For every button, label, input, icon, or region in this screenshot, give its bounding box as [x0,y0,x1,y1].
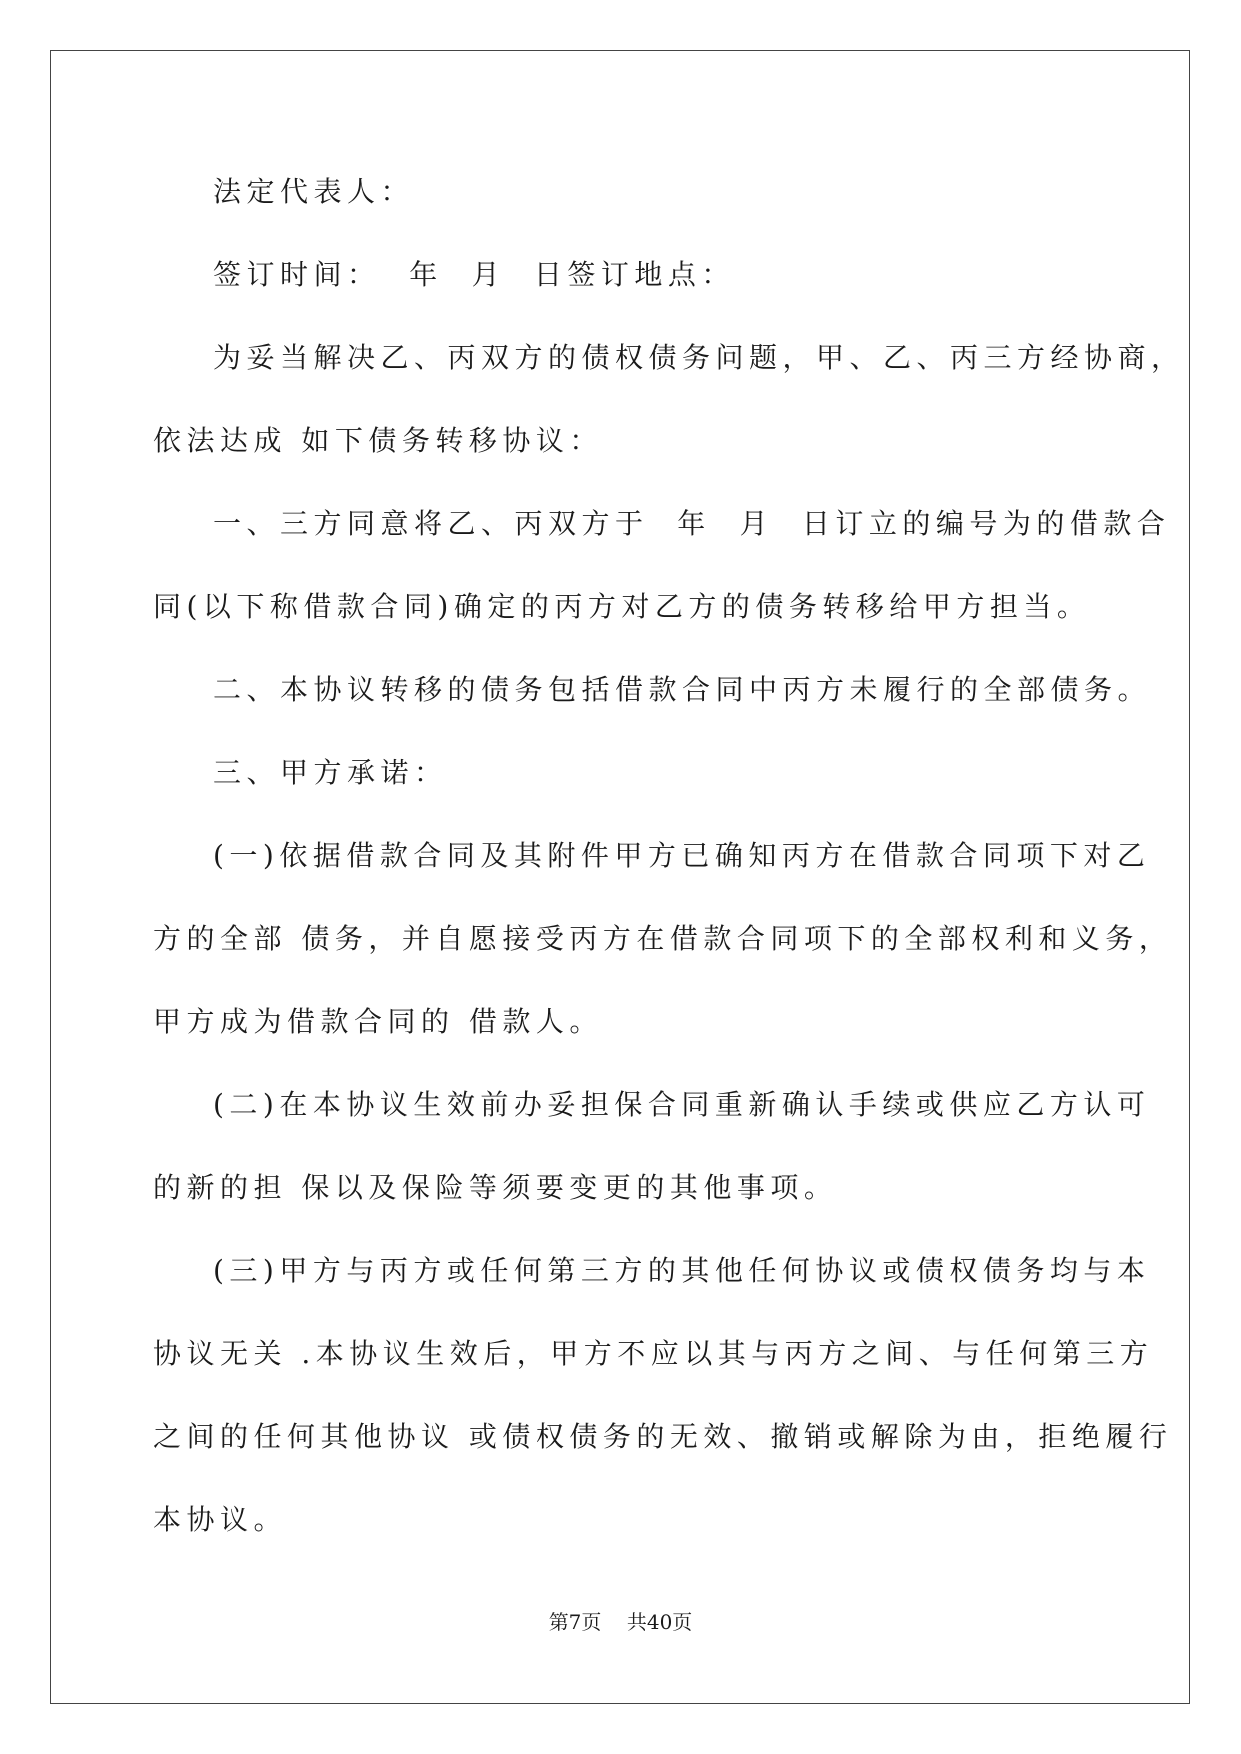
clause-3-3-line-4: 本协议。 [153,1503,288,1536]
clause-3-heading: 三、甲方承诺： [213,756,448,789]
clause-3-1-line-2: 方的全部 债务，并自愿接受丙方在借款合同项下的全部权利和义务， [153,922,1173,955]
clause-3-1-line-3: 甲方成为借款合同的 借款人。 [153,1005,603,1038]
preamble-line-1: 为妥当解决乙、丙双方的债权债务问题，甲、乙、丙三方经协商， [213,341,1185,374]
legal-representative-line: 法定代表人： [213,175,415,208]
clause-3-2-line-2: 的新的担 保以及保险等须要变更的其他事项。 [153,1171,838,1204]
clause-3-3-line-1: (三)甲方与丙方或任何第三方的其他任何协议或债权债务均与本 [213,1254,1151,1287]
preamble-line-2: 依法达成 如下债务转移协议： [153,424,603,457]
clause-1-line-1: 一、三方同意将乙、丙双方于 年 月 日订立的编号为的借款合 [213,507,1171,540]
clause-2-line-1: 二、本协议转移的债务包括借款合同中丙方未履行的全部债务。 [213,673,1152,706]
clause-3-3-line-2: 协议无关 .本协议生效后，甲方不应以其与丙方之间、与任何第三方 [153,1337,1154,1370]
clause-3-2-line-1: (二)在本协议生效前办妥担保合同重新确认手续或供应乙方认可 [213,1088,1151,1121]
clause-1-line-2: 同(以下称借款合同)确定的丙方对乙方的债务转移给甲方担当。 [153,590,1091,623]
signing-time-place-line: 签订时间： 年 月 日签订地点： [213,258,735,291]
clause-3-3-line-3: 之间的任何其他协议 或债权债务的无效、撤销或解除为由，拒绝履行 [153,1420,1173,1453]
clause-3-1-line-1: (一)依据借款合同及其附件甲方已确知丙方在借款合同项下对乙 [213,839,1151,872]
page-number-footer: 第7页 共40页 [548,1610,693,1634]
